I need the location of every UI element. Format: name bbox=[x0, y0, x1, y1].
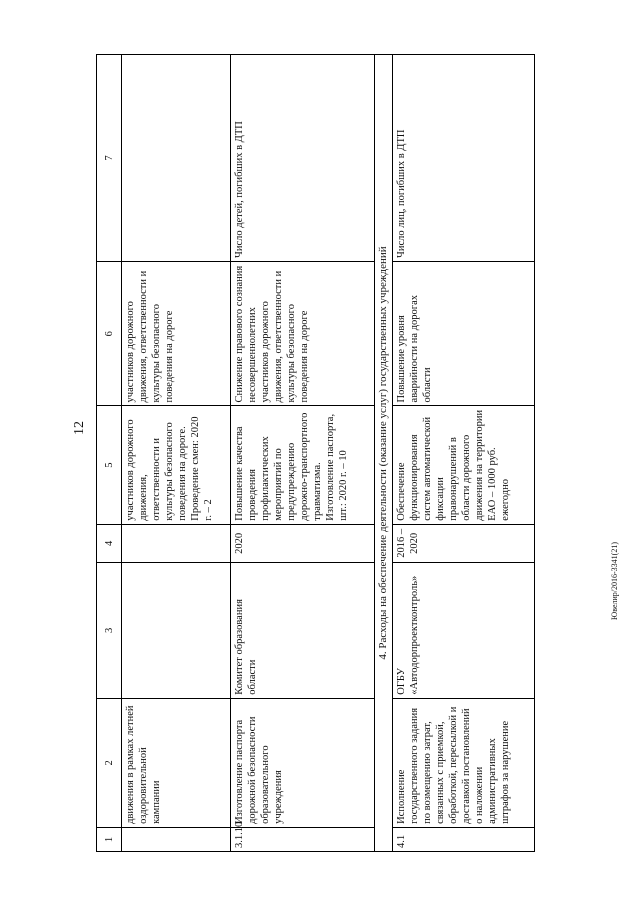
cell-result: участников дорожного движения, ответственности и культуры безопасного поведения на дороге. Проведение смен: 2020 г. – 2 bbox=[122, 406, 231, 524]
column-header: 3 bbox=[97, 563, 122, 699]
cell-indicator: Число лиц, погибших в ДТП bbox=[393, 55, 535, 262]
cell-indicator: Число детей, погибших в ДТП bbox=[231, 55, 375, 262]
cell-period: 2020 bbox=[231, 524, 375, 562]
cell-executor: ОГБУ «Автодорпроектконтроль» bbox=[393, 563, 535, 699]
cell-result: Обеспечение функционирования систем автоматической фиксации правонарушений в области дорожного движения на территории ЕАО – 1000 руб. ежегодно bbox=[393, 406, 535, 524]
cell-number: 3.1.10 bbox=[231, 827, 375, 851]
section-heading-row bbox=[375, 55, 393, 852]
column-header: 5 bbox=[97, 406, 122, 524]
cell-number: 4.1 bbox=[393, 827, 535, 851]
page-number: 12 bbox=[72, 421, 87, 435]
cell-number bbox=[122, 827, 231, 851]
cell-measure: Исполнение государственного задания по возмещению затрат, связанных с приемкой, обработкой, пересылкой и доставкой постановлений о наложении административных штрафов за нарушение bbox=[393, 698, 535, 827]
column-header: 6 bbox=[97, 261, 122, 406]
rotated-table-container bbox=[96, 54, 511, 852]
column-header: 7 bbox=[97, 55, 122, 262]
cell-executor bbox=[122, 563, 231, 699]
column-header: 4 bbox=[97, 524, 122, 562]
table-header-row bbox=[97, 55, 122, 852]
cell-result: Повышение качества проведения профилактических мероприятий по предупреждению дорожно-транспортного травматизма. Изготовление паспорта, шт.: 2020 г. – 10 bbox=[231, 406, 375, 524]
cell-effect: Повышение уровня аварийности на дорогах области bbox=[393, 261, 535, 406]
section-title: 4. Расходы на обеспечение деятельности (оказание услуг) государственных учреждений bbox=[375, 55, 393, 852]
cell-indicator bbox=[122, 55, 231, 262]
table-row bbox=[393, 55, 535, 852]
cell-effect: участников дорожного движения, ответственности и культуры безопасного поведения на дороге bbox=[122, 261, 231, 406]
cell-measure: движения в рамках летней оздоровительной кампании bbox=[122, 698, 231, 827]
table-row bbox=[231, 55, 375, 852]
cell-period: 2016 – 2020 bbox=[393, 524, 535, 562]
table-row bbox=[122, 55, 231, 852]
cell-executor: Комитет образования области bbox=[231, 563, 375, 699]
program-table bbox=[96, 54, 535, 852]
column-header: 2 bbox=[97, 698, 122, 827]
cell-measure: Изготовление паспорта дорожной безопасности образовательного учреждения bbox=[231, 698, 375, 827]
cell-period bbox=[122, 524, 231, 562]
cell-effect: Снижение правового сознания несовершеннолетних участников дорожного движения, ответственности и культуры безопасного поведения на дороге bbox=[231, 261, 375, 406]
document-code: Ювелир/2016-3341(21) bbox=[610, 542, 619, 620]
column-header: 1 bbox=[97, 827, 122, 851]
